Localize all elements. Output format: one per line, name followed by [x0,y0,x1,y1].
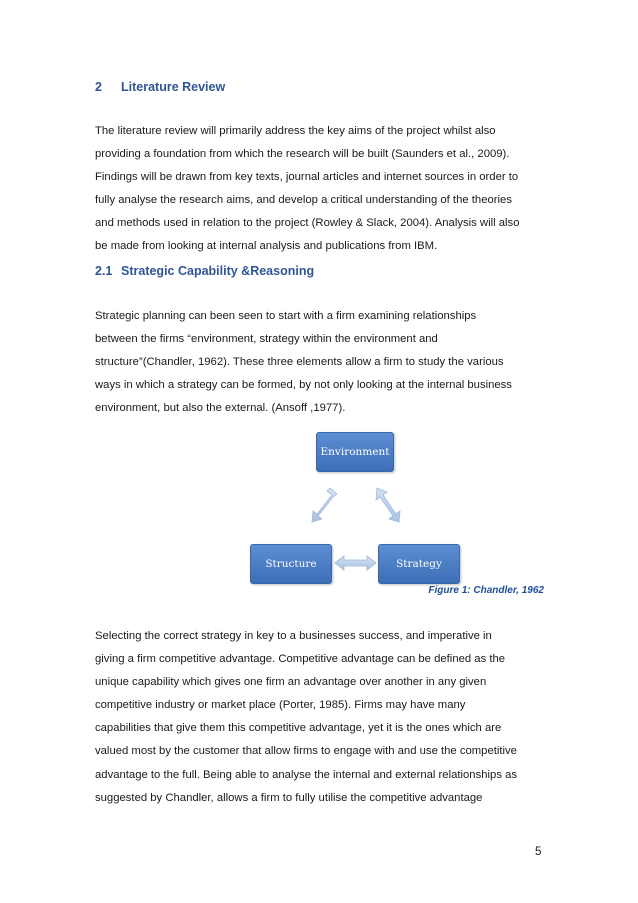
environment-node [316,432,394,472]
paragraph-line: Strategic planning can been seen to start with a firm examining relationships [95,310,477,322]
paragraph-line: environment, but also the external. (Ansoff ,1977). [95,402,346,415]
paragraph-line: Findings will be drawn from key texts, journal articles and internet sources in order to [95,171,519,184]
section-2-heading [95,80,225,94]
paragraph-line: Selecting the correct strategy in key to a businesses success, and imperative in [95,630,492,642]
paragraph-line: between the firms “environment, strategy within the environment and [95,333,438,346]
section-2-1-title: Strategic Capability &Reasoning [121,264,315,278]
paragraph-line: suggested by Chandler, allows a firm to fully utilise the competitive advantage [95,791,483,804]
paragraph-line: unique capability which gives one firm an advantage over another in any given [95,676,487,689]
paragraph-line: fully analyse the research aims, and develop a critical understanding of the theories [95,194,512,207]
paragraph-line: be made from looking at internal analysis and publications from IBM. [95,240,438,253]
paragraph-line: valued most by the customer that allow firms to engage with and use the competitive [95,745,517,758]
structure-node [250,544,332,584]
structure-label: Structure [265,558,317,570]
section-2-1-paragraph-2 [95,625,555,810]
arrow-environment-structure [312,488,337,522]
paragraph-line: The literature review will primarily address the key aims of the project whilst also [95,125,496,137]
section-2-1-number: 2.1 [95,264,113,278]
section-2-1-paragraph [95,305,555,420]
section-2-title: Literature Review [121,80,226,94]
figure-caption: Figure 1: Chandler, 1962 [428,585,544,596]
environment-label: Environment [320,446,390,458]
paragraph-line: competitive industry or market place (Porter, 1985). Firms may have many [95,699,466,712]
paragraph-line: giving a firm competitive advantage. Competitive advantage can be defined as the [95,653,506,666]
paragraph-line: and methods used in relation to the project (Rowley & Slack, 2004). Analysis will also [95,217,520,230]
paragraph-line: capabilities that give them this competitive advantage, yet it is the ones which are [95,722,502,735]
page-number: 5 [535,846,542,858]
section-2-number: 2 [95,80,102,94]
paragraph-line: structure”(Chandler, 1962). These three elements allow a firm to study the various [95,356,504,369]
paragraph-line: providing a foundation from which the research will be built (Saunders et al., 2009). [95,148,510,161]
section-2-1-heading [95,264,314,278]
arrow-structure-strategy [335,556,376,570]
strategy-label: Strategy [396,558,442,570]
strategy-node [378,544,460,584]
paragraph-line: advantage to the full. Being able to analyse the internal and external relationships as [95,768,518,781]
paragraph-line: ways in which a strategy can be formed, by not only looking at the internal business [95,379,512,392]
arrow-environment-strategy [376,488,400,522]
section-2-paragraph [95,120,555,259]
